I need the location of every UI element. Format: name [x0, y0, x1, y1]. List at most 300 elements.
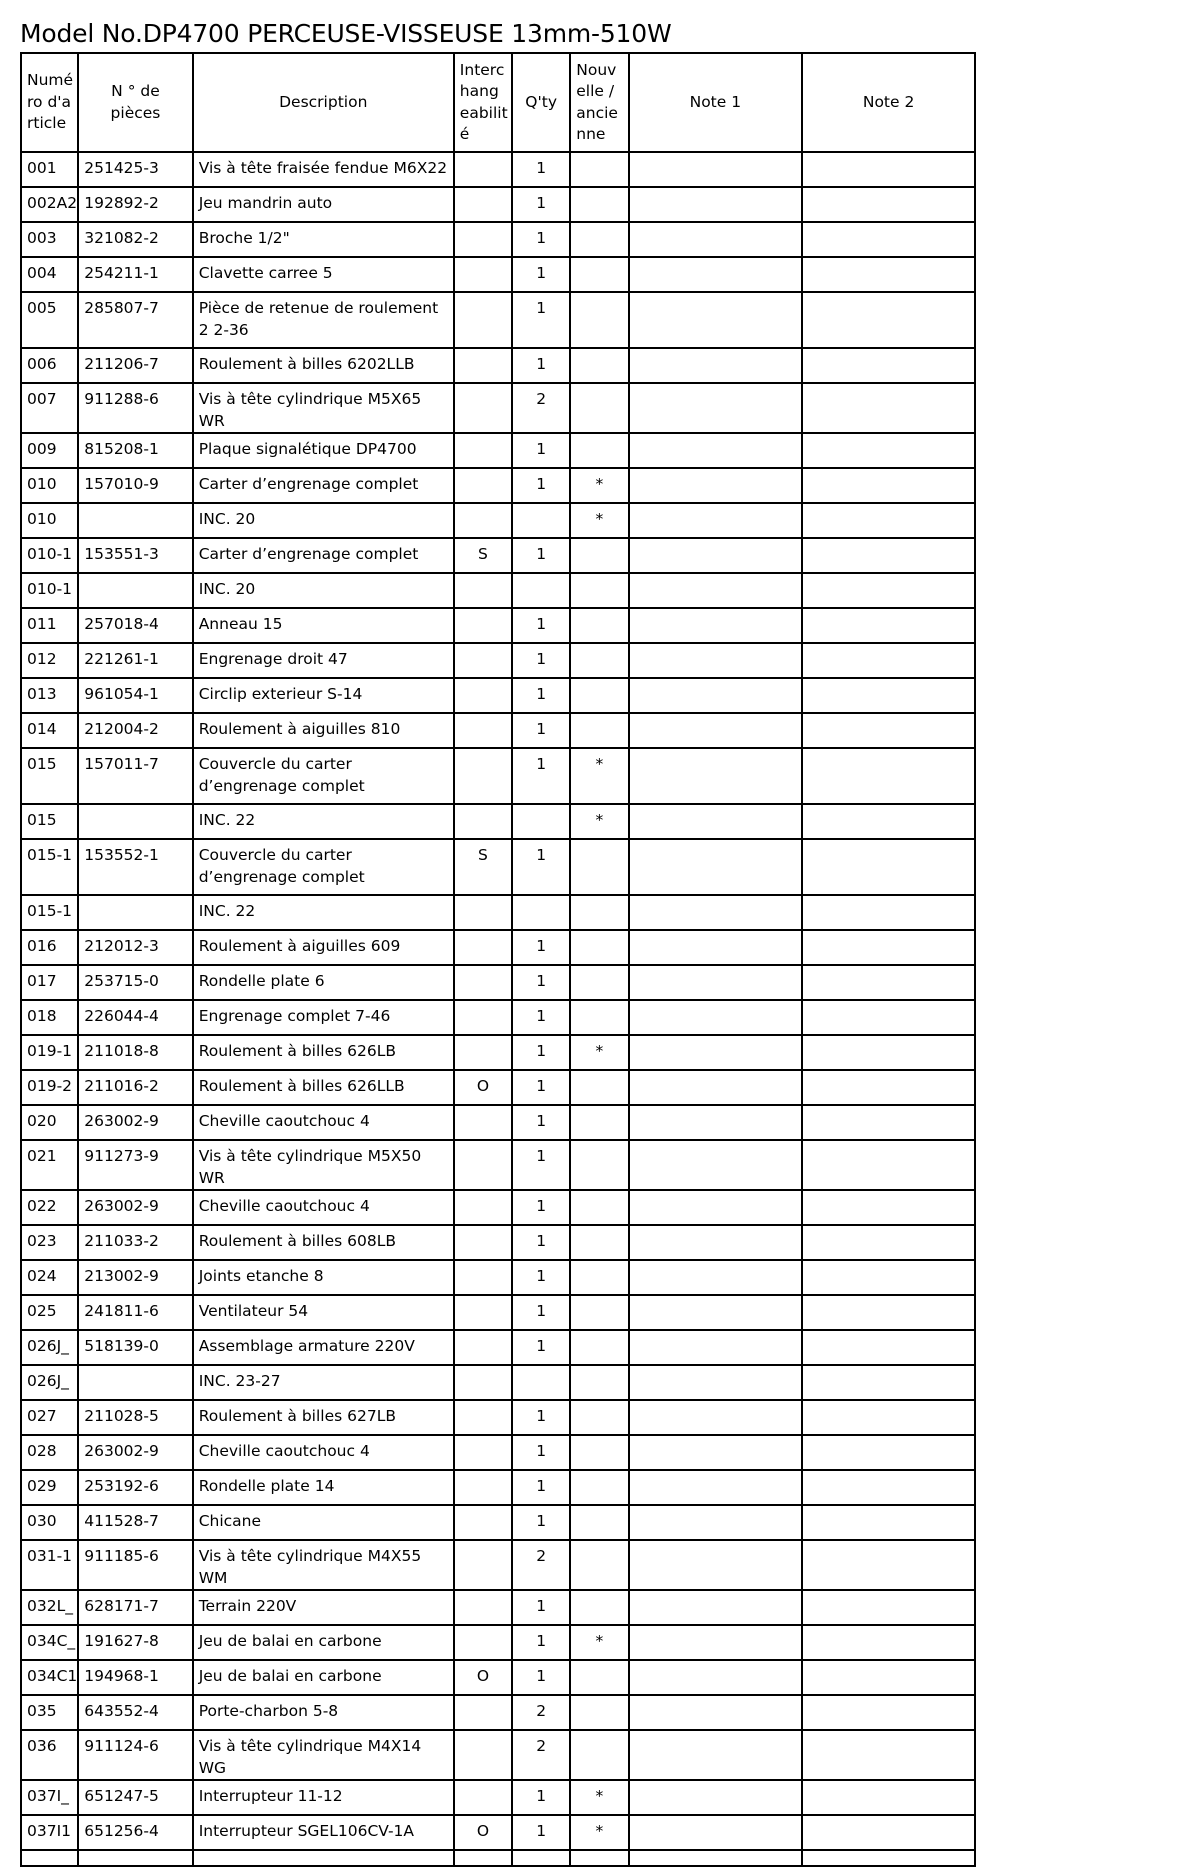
cell-new-old: [570, 1070, 628, 1105]
cell-note-1: [629, 152, 803, 187]
cell-note-1: [629, 608, 803, 643]
cell-new-old: *: [570, 1815, 628, 1850]
cell-quantity: 1: [512, 1140, 570, 1190]
cell-description: INC. 20: [193, 573, 454, 608]
cell-description: INC. 22: [193, 804, 454, 839]
cell-description: INC. 23-27: [193, 1365, 454, 1400]
cell-interchangeability: [454, 643, 512, 678]
table-row: [21, 748, 975, 804]
cell-interchangeability: [454, 1470, 512, 1505]
cell-new-old: [570, 152, 628, 187]
cell-new-old: *: [570, 1780, 628, 1815]
cell-note-1: [629, 1190, 803, 1225]
cell-quantity: 1: [512, 292, 570, 348]
cell-new-old: [570, 1400, 628, 1435]
cell-new-old: [570, 643, 628, 678]
cell-quantity: 1: [512, 187, 570, 222]
cell-quantity: 1: [512, 152, 570, 187]
cell-note-2: [802, 348, 975, 383]
cell-interchangeability: [454, 1590, 512, 1625]
cell-note-2: [802, 1470, 975, 1505]
header-interchangeability: Interc hang eabilit é: [454, 53, 512, 152]
table-row: [21, 292, 975, 348]
cell-part-number: 961054-1: [78, 678, 192, 713]
table-row: [21, 965, 975, 1000]
cell-item-number: 002A2: [21, 187, 78, 222]
cell-note-2: [802, 1695, 975, 1730]
cell-interchangeability: [454, 1505, 512, 1540]
cell-note-1: [629, 1815, 803, 1850]
cell-note-2: [802, 965, 975, 1000]
cell-item-number: 010: [21, 503, 78, 538]
cell-note-1: [629, 1625, 803, 1660]
cell-part-number: 651247-5: [78, 1780, 192, 1815]
cell-new-old: [570, 573, 628, 608]
cell-part-number: [78, 573, 192, 608]
cell-item-number: 015-1: [21, 895, 78, 930]
cell-description: Vis à tête cylindrique M4X55 WM: [193, 1540, 454, 1590]
cell-quantity: 1: [512, 1330, 570, 1365]
table-row: [21, 1780, 975, 1815]
cell-description: Vis à tête cylindrique M4X14 WG: [193, 1730, 454, 1780]
header-item-number: Numé ro d'a rticle: [21, 53, 78, 152]
cell-interchangeability: [454, 468, 512, 503]
table-row: [21, 1330, 975, 1365]
table-row: [21, 152, 975, 187]
cell-quantity: [512, 895, 570, 930]
cell-item-number: 013: [21, 678, 78, 713]
cell-item-number: 021: [21, 1140, 78, 1190]
cell-interchangeability: S: [454, 538, 512, 573]
cell-part-number: [78, 1365, 192, 1400]
cell-item-number: 015: [21, 804, 78, 839]
cell-new-old: [570, 930, 628, 965]
cell-item-number: 024: [21, 1260, 78, 1295]
cell-note-1: [629, 1035, 803, 1070]
cell-quantity: 1: [512, 1590, 570, 1625]
table-row: [21, 257, 975, 292]
cell-description: Rondelle plate 6: [193, 965, 454, 1000]
table-row: [21, 1505, 975, 1540]
cell-note-1: [629, 1105, 803, 1140]
table-row: [21, 804, 975, 839]
cell-part-number: 192892-2: [78, 187, 192, 222]
cell-description: Couvercle du carter d’engrenage complet: [193, 839, 454, 895]
cell-note-2: [802, 1590, 975, 1625]
table-row: [21, 383, 975, 433]
cell-part-number: 815208-1: [78, 433, 192, 468]
cell-item-number: 036: [21, 1730, 78, 1780]
cell-description: Roulement à aiguilles 810: [193, 713, 454, 748]
cell-note-2: [802, 1035, 975, 1070]
cell-interchangeability: [454, 1435, 512, 1470]
cell-new-old: [570, 187, 628, 222]
table-row: [21, 1260, 975, 1295]
cell-item-number: 001: [21, 152, 78, 187]
cell-note-2: [802, 1105, 975, 1140]
cell-interchangeability: [454, 608, 512, 643]
cell-part-number: 285807-7: [78, 292, 192, 348]
cell-note-2: [802, 678, 975, 713]
cell-note-1: [629, 187, 803, 222]
cell-description: Interrupteur SGEL106CV-1A: [193, 1815, 454, 1850]
cell-part-number: 212004-2: [78, 713, 192, 748]
empty-cell: [629, 1850, 803, 1866]
cell-new-old: *: [570, 748, 628, 804]
cell-part-number: 211033-2: [78, 1225, 192, 1260]
cell-new-old: [570, 1295, 628, 1330]
cell-quantity: 1: [512, 839, 570, 895]
cell-note-1: [629, 1660, 803, 1695]
table-row: [21, 1470, 975, 1505]
cell-note-1: [629, 383, 803, 433]
cell-interchangeability: O: [454, 1660, 512, 1695]
cell-new-old: [570, 1435, 628, 1470]
cell-quantity: 1: [512, 965, 570, 1000]
cell-interchangeability: [454, 804, 512, 839]
cell-item-number: 019-1: [21, 1035, 78, 1070]
cell-note-2: [802, 1815, 975, 1850]
empty-cell: [193, 1850, 454, 1866]
cell-note-2: [802, 187, 975, 222]
cell-new-old: [570, 1105, 628, 1140]
cell-note-2: [802, 643, 975, 678]
cell-new-old: [570, 383, 628, 433]
cell-description: Terrain 220V: [193, 1590, 454, 1625]
cell-part-number: 253192-6: [78, 1470, 192, 1505]
cell-quantity: 1: [512, 1660, 570, 1695]
cell-note-1: [629, 1505, 803, 1540]
cell-note-2: [802, 1260, 975, 1295]
cell-description: Roulement à billes 626LB: [193, 1035, 454, 1070]
cell-new-old: [570, 1660, 628, 1695]
cell-quantity: [512, 1365, 570, 1400]
cell-interchangeability: [454, 292, 512, 348]
cell-note-2: [802, 573, 975, 608]
cell-part-number: 254211-1: [78, 257, 192, 292]
cell-note-2: [802, 839, 975, 895]
cell-note-1: [629, 573, 803, 608]
cell-description: Anneau 15: [193, 608, 454, 643]
cell-note-1: [629, 1695, 803, 1730]
table-row: [21, 1190, 975, 1225]
table-row: [21, 1140, 975, 1190]
cell-new-old: *: [570, 503, 628, 538]
cell-new-old: [570, 348, 628, 383]
cell-description: Cheville caoutchouc 4: [193, 1190, 454, 1225]
cell-quantity: 1: [512, 468, 570, 503]
cell-description: Roulement à billes 608LB: [193, 1225, 454, 1260]
cell-note-2: [802, 1140, 975, 1190]
cell-part-number: 213002-9: [78, 1260, 192, 1295]
cell-quantity: 1: [512, 1295, 570, 1330]
cell-quantity: 2: [512, 1730, 570, 1780]
cell-item-number: 018: [21, 1000, 78, 1035]
cell-note-1: [629, 1365, 803, 1400]
header-quantity: Q'ty: [512, 53, 570, 152]
cell-note-2: [802, 1400, 975, 1435]
cell-part-number: 153551-3: [78, 538, 192, 573]
cell-quantity: 1: [512, 713, 570, 748]
cell-quantity: 1: [512, 643, 570, 678]
cell-quantity: 1: [512, 1815, 570, 1850]
cell-description: INC. 20: [193, 503, 454, 538]
cell-note-2: [802, 1000, 975, 1035]
cell-interchangeability: S: [454, 839, 512, 895]
cell-quantity: 1: [512, 1780, 570, 1815]
cell-item-number: 037I_: [21, 1780, 78, 1815]
cell-new-old: [570, 433, 628, 468]
cell-new-old: [570, 1540, 628, 1590]
cell-description: Ventilateur 54: [193, 1295, 454, 1330]
cell-part-number: 157010-9: [78, 468, 192, 503]
cell-description: INC. 22: [193, 895, 454, 930]
table-row: [21, 1815, 975, 1850]
cell-new-old: *: [570, 1035, 628, 1070]
cell-interchangeability: [454, 257, 512, 292]
cell-new-old: [570, 1000, 628, 1035]
cell-interchangeability: [454, 1035, 512, 1070]
cell-new-old: [570, 1330, 628, 1365]
cell-description: Jeu de balai en carbone: [193, 1660, 454, 1695]
cell-interchangeability: [454, 383, 512, 433]
table-row: [21, 643, 975, 678]
cell-new-old: [570, 839, 628, 895]
cell-item-number: 010-1: [21, 538, 78, 573]
cell-description: Interrupteur 11-12: [193, 1780, 454, 1815]
cell-note-2: [802, 222, 975, 257]
table-row: [21, 222, 975, 257]
cell-interchangeability: [454, 895, 512, 930]
cell-part-number: 253715-0: [78, 965, 192, 1000]
cell-note-1: [629, 678, 803, 713]
cell-note-2: [802, 538, 975, 573]
cell-note-1: [629, 348, 803, 383]
cell-new-old: [570, 1260, 628, 1295]
cell-part-number: 211206-7: [78, 348, 192, 383]
cell-description: Engrenage complet 7-46: [193, 1000, 454, 1035]
cell-interchangeability: [454, 1400, 512, 1435]
cell-interchangeability: [454, 678, 512, 713]
cell-note-1: [629, 1330, 803, 1365]
cell-item-number: 032L_: [21, 1590, 78, 1625]
cell-item-number: 014: [21, 713, 78, 748]
cell-description: Roulement à billes 627LB: [193, 1400, 454, 1435]
cell-note-1: [629, 839, 803, 895]
table-row: [21, 1590, 975, 1625]
cell-note-1: [629, 1225, 803, 1260]
cell-part-number: 911185-6: [78, 1540, 192, 1590]
cell-part-number: 251425-3: [78, 152, 192, 187]
cell-interchangeability: [454, 1000, 512, 1035]
cell-note-2: [802, 748, 975, 804]
cell-quantity: 1: [512, 1505, 570, 1540]
cell-note-1: [629, 503, 803, 538]
cell-item-number: 037I1: [21, 1815, 78, 1850]
cell-quantity: 1: [512, 433, 570, 468]
header-note-1: Note 1: [629, 53, 803, 152]
cell-item-number: 030: [21, 1505, 78, 1540]
cell-note-2: [802, 1435, 975, 1470]
cell-interchangeability: [454, 965, 512, 1000]
cell-description: Assemblage armature 220V: [193, 1330, 454, 1365]
cell-item-number: 027: [21, 1400, 78, 1435]
cell-new-old: [570, 222, 628, 257]
cell-part-number: 153552-1: [78, 839, 192, 895]
cell-item-number: 026J_: [21, 1365, 78, 1400]
cell-description: Joints etanche 8: [193, 1260, 454, 1295]
empty-cell: [454, 1850, 512, 1866]
cell-description: Porte-charbon 5-8: [193, 1695, 454, 1730]
cell-part-number: 257018-4: [78, 608, 192, 643]
cell-part-number: 211028-5: [78, 1400, 192, 1435]
cell-new-old: [570, 895, 628, 930]
cell-description: Cheville caoutchouc 4: [193, 1105, 454, 1140]
cell-new-old: [570, 1590, 628, 1625]
cell-new-old: [570, 257, 628, 292]
cell-interchangeability: [454, 1695, 512, 1730]
cell-interchangeability: [454, 1225, 512, 1260]
cell-part-number: 191627-8: [78, 1625, 192, 1660]
cell-description: Carter d’engrenage complet: [193, 468, 454, 503]
cell-new-old: [570, 713, 628, 748]
cell-new-old: [570, 608, 628, 643]
cell-quantity: 1: [512, 1260, 570, 1295]
cell-new-old: [570, 1225, 628, 1260]
cell-quantity: 1: [512, 1000, 570, 1035]
cell-description: Rondelle plate 14: [193, 1470, 454, 1505]
cell-note-2: [802, 1540, 975, 1590]
cell-description: Roulement à billes 626LLB: [193, 1070, 454, 1105]
empty-cell: [570, 1850, 628, 1866]
table-row: [21, 538, 975, 573]
cell-note-1: [629, 804, 803, 839]
cell-note-2: [802, 895, 975, 930]
cell-part-number: 241811-6: [78, 1295, 192, 1330]
cell-part-number: 211016-2: [78, 1070, 192, 1105]
cell-interchangeability: [454, 573, 512, 608]
cell-part-number: 628171-7: [78, 1590, 192, 1625]
cell-new-old: [570, 1695, 628, 1730]
cell-part-number: [78, 895, 192, 930]
cell-note-1: [629, 468, 803, 503]
cell-note-2: [802, 1780, 975, 1815]
cell-quantity: [512, 804, 570, 839]
table-row: [21, 433, 975, 468]
cell-note-1: [629, 1070, 803, 1105]
cell-note-2: [802, 1330, 975, 1365]
cell-note-1: [629, 433, 803, 468]
cell-new-old: [570, 1190, 628, 1225]
cell-description: Plaque signalétique DP4700: [193, 433, 454, 468]
table-row: [21, 1035, 975, 1070]
cell-interchangeability: [454, 1330, 512, 1365]
cell-item-number: 010-1: [21, 573, 78, 608]
empty-cell: [78, 1850, 192, 1866]
cell-item-number: 029: [21, 1470, 78, 1505]
cell-note-1: [629, 222, 803, 257]
cell-part-number: 211018-8: [78, 1035, 192, 1070]
cell-quantity: 1: [512, 1190, 570, 1225]
cell-new-old: *: [570, 804, 628, 839]
cell-item-number: 010: [21, 468, 78, 503]
cell-note-1: [629, 538, 803, 573]
cell-item-number: 035: [21, 1695, 78, 1730]
cell-item-number: 016: [21, 930, 78, 965]
cell-description: Jeu mandrin auto: [193, 187, 454, 222]
cell-note-1: [629, 1540, 803, 1590]
cell-item-number: 020: [21, 1105, 78, 1140]
cell-note-2: [802, 1730, 975, 1780]
cell-item-number: 022: [21, 1190, 78, 1225]
cell-note-1: [629, 1435, 803, 1470]
cell-description: Chicane: [193, 1505, 454, 1540]
cell-description: Pièce de retenue de roulement 2 2-36: [193, 292, 454, 348]
table-row: [21, 1070, 975, 1105]
cell-part-number: 212012-3: [78, 930, 192, 965]
cell-quantity: 2: [512, 1540, 570, 1590]
cell-note-2: [802, 383, 975, 433]
cell-new-old: [570, 1470, 628, 1505]
cell-interchangeability: [454, 503, 512, 538]
table-row: [21, 1000, 975, 1035]
table-row: [21, 468, 975, 503]
empty-cell: [21, 1850, 78, 1866]
cell-interchangeability: [454, 713, 512, 748]
cell-interchangeability: [454, 222, 512, 257]
table-row: [21, 1225, 975, 1260]
cell-part-number: 411528-7: [78, 1505, 192, 1540]
cell-description: Vis à tête fraisée fendue M6X22: [193, 152, 454, 187]
cell-part-number: [78, 503, 192, 538]
table-row: [21, 1105, 975, 1140]
cell-quantity: 1: [512, 222, 570, 257]
table-row: [21, 573, 975, 608]
table-row: [21, 187, 975, 222]
cell-note-2: [802, 152, 975, 187]
header-new-old: Nouv elle / ancie nne: [570, 53, 628, 152]
cell-note-2: [802, 1225, 975, 1260]
cell-quantity: [512, 573, 570, 608]
cell-quantity: 2: [512, 383, 570, 433]
cell-quantity: 1: [512, 257, 570, 292]
cell-note-1: [629, 748, 803, 804]
cell-description: Engrenage droit 47: [193, 643, 454, 678]
cell-note-2: [802, 1660, 975, 1695]
table-row: [21, 713, 975, 748]
cell-description: Circlip exterieur S-14: [193, 678, 454, 713]
cell-item-number: 009: [21, 433, 78, 468]
table-row: [21, 895, 975, 930]
cell-quantity: 1: [512, 1400, 570, 1435]
cell-note-1: [629, 965, 803, 1000]
cell-note-2: [802, 1505, 975, 1540]
cell-note-1: [629, 643, 803, 678]
cell-item-number: 006: [21, 348, 78, 383]
header-row: [21, 53, 975, 152]
cell-note-1: [629, 257, 803, 292]
cell-item-number: 011: [21, 608, 78, 643]
cell-quantity: 1: [512, 1035, 570, 1070]
cell-interchangeability: [454, 1625, 512, 1660]
table-row: [21, 1435, 975, 1470]
cell-new-old: [570, 1140, 628, 1190]
cell-quantity: 1: [512, 930, 570, 965]
cell-item-number: 017: [21, 965, 78, 1000]
cell-part-number: 911124-6: [78, 1730, 192, 1780]
cell-interchangeability: [454, 152, 512, 187]
cell-description: Couvercle du carter d’engrenage complet: [193, 748, 454, 804]
